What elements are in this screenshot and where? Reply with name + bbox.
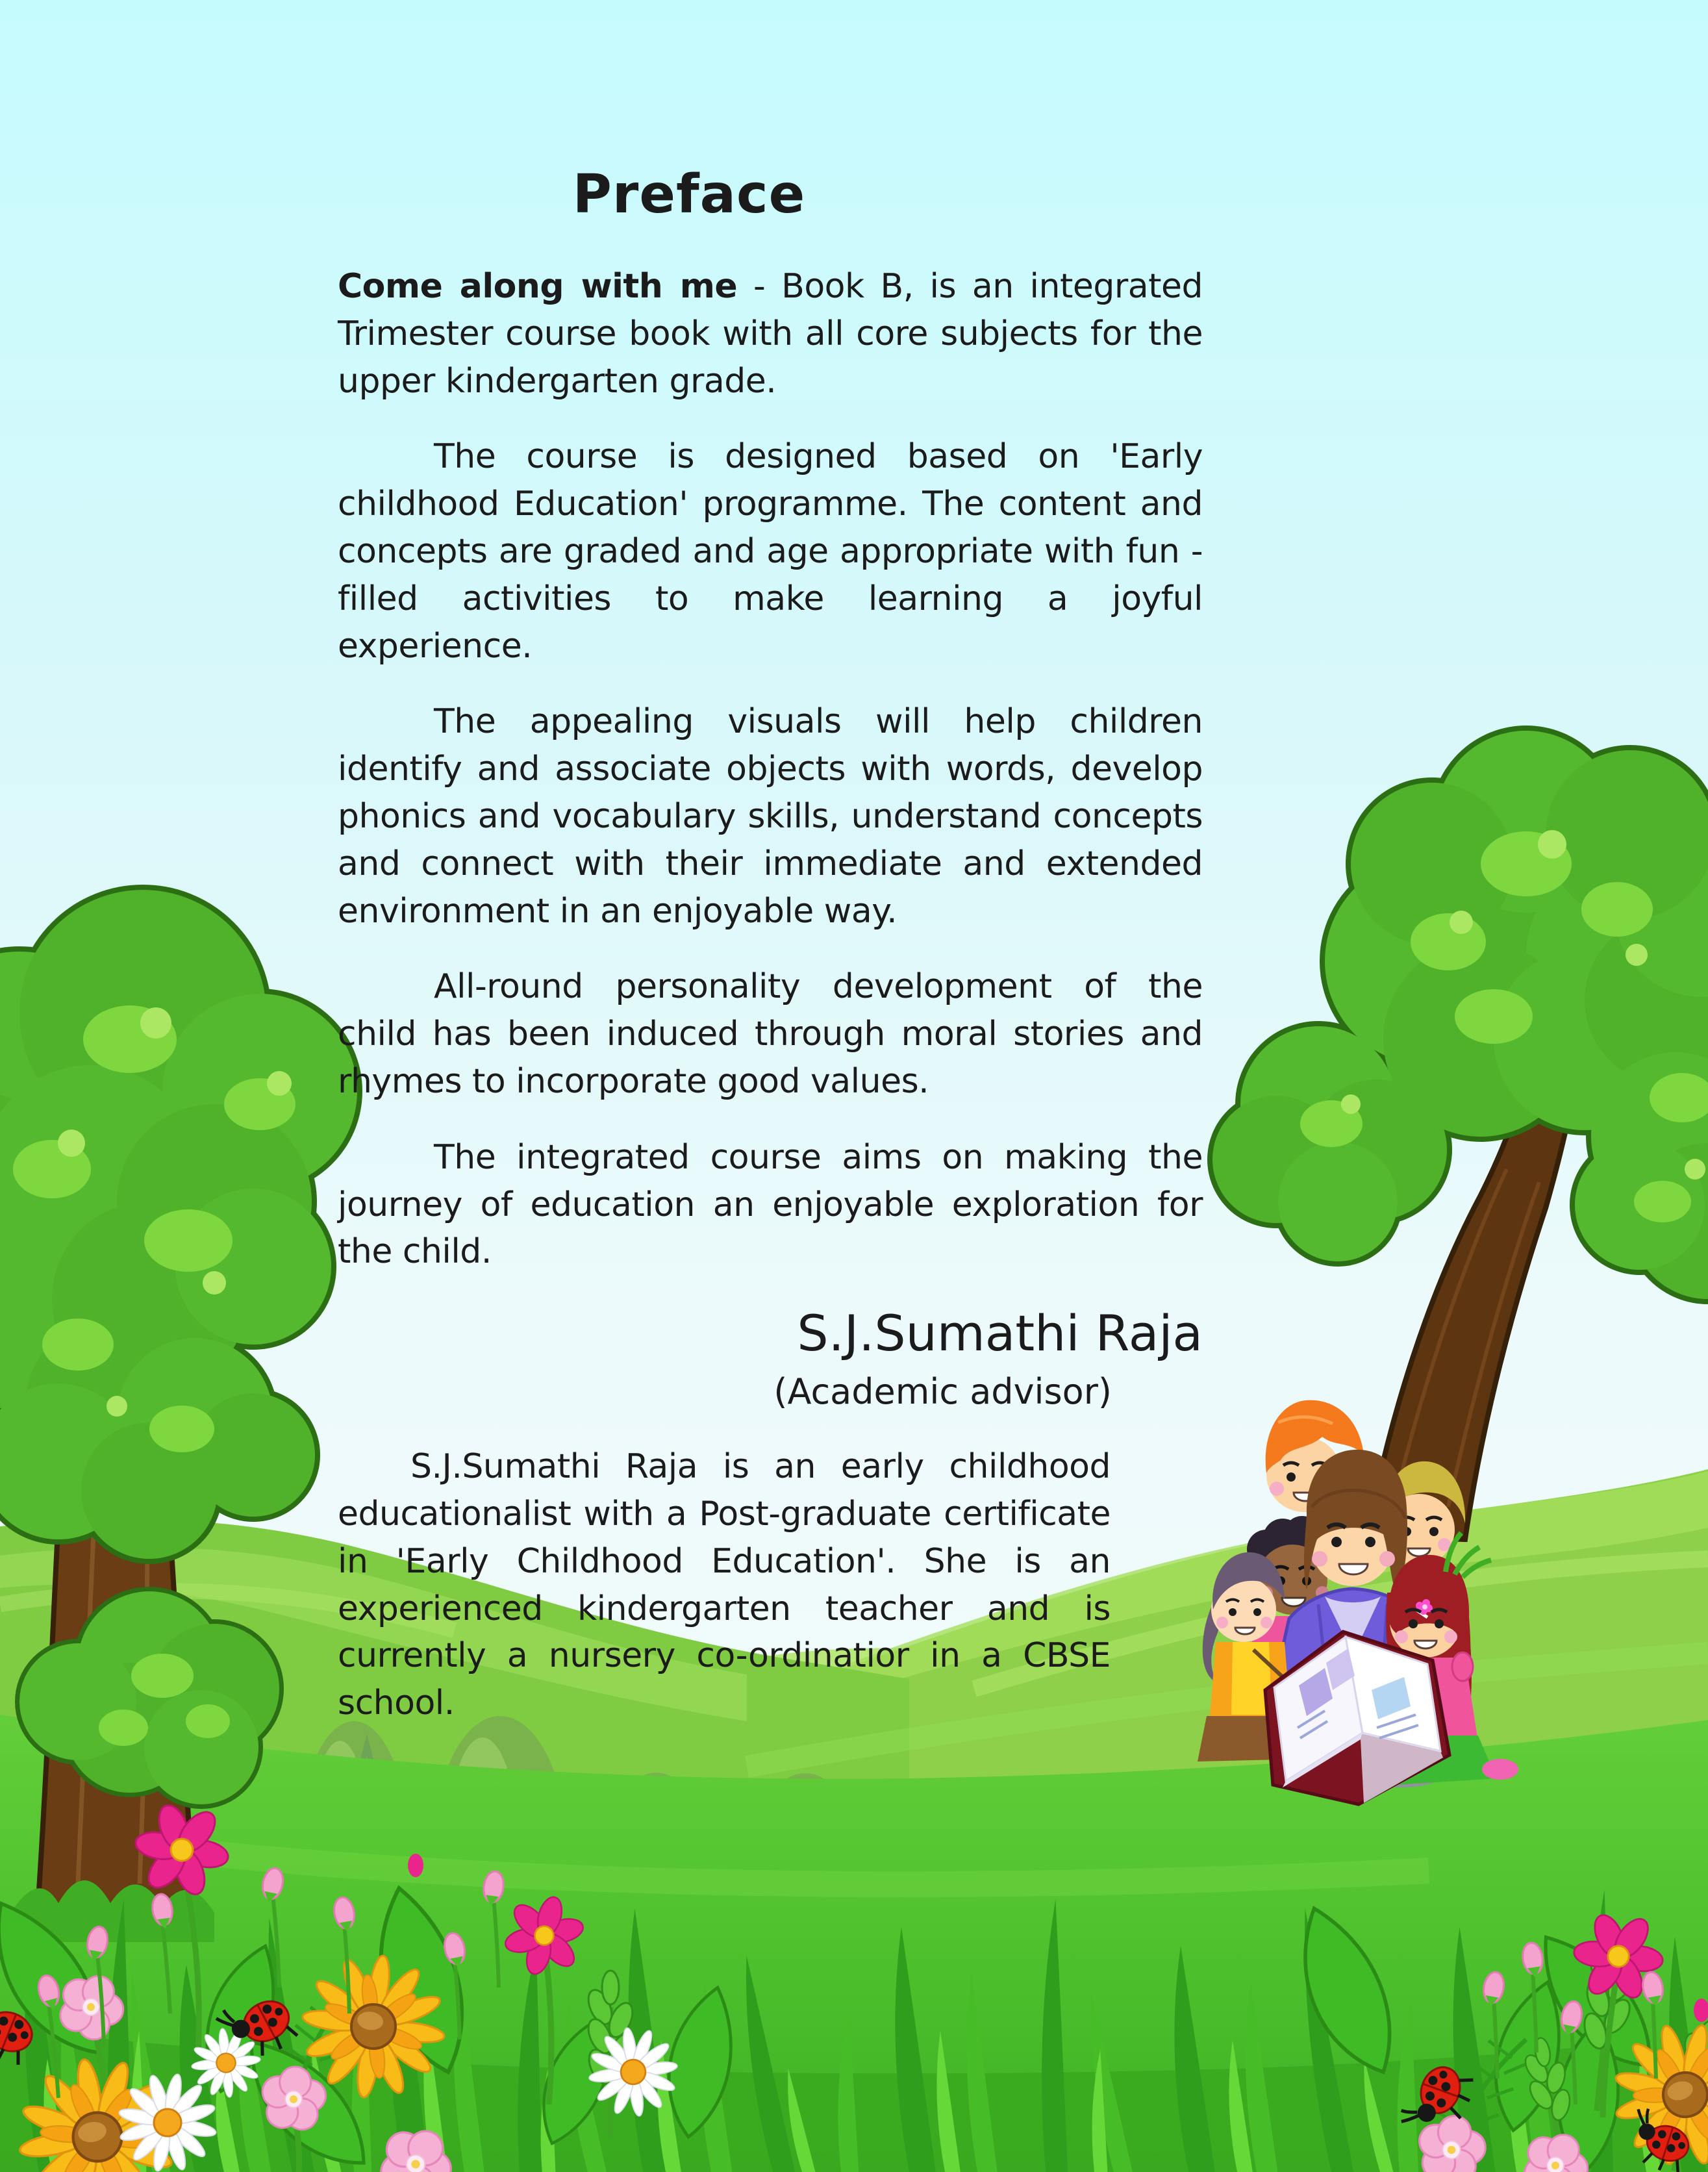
- paragraph-1-rest: - Book B, is an integrated Trimester course book with all core subjects for the upper kindergarten grade.: [338, 267, 1203, 401]
- paragraph-2: The course is designed based on 'Early childhood Education' programme. The content and concepts are graded and age appropriate with fun - filled activities to make learning a joyful experience.: [338, 437, 1203, 666]
- paragraph-1: [338, 263, 1203, 405]
- page-title: Preface: [572, 164, 806, 225]
- author-bio: S.J.Sumathi Raja is an early childhood educationalist with a Post-graduate certificate in 'Early Childhood Education'. She is an experienced kindergarten teacher and is currently a nursery co-ordinatior in a CBSE school.: [338, 1447, 1111, 1723]
- paragraph-4: All-round personality development of the child has been induced through moral stories and rhymes to incorporate good values.: [338, 967, 1203, 1101]
- paragraph-5: The integrated course aims on making the journey of education an enjoyable exploration for the child.: [338, 1137, 1203, 1272]
- paragraph-3: The appealing visuals will help children identify and associate objects with words, develop phonics and vocabulary skills, understand concepts and connect with their immediate and extended environment in an enjoyable way.: [338, 702, 1203, 931]
- book-name-bold: Come along with me: [338, 267, 738, 306]
- preface-text-block: [338, 164, 1203, 1727]
- signature-role: (Academic advisor): [773, 1371, 1112, 1413]
- signature-name: S.J.Sumathi Raja: [797, 1304, 1203, 1363]
